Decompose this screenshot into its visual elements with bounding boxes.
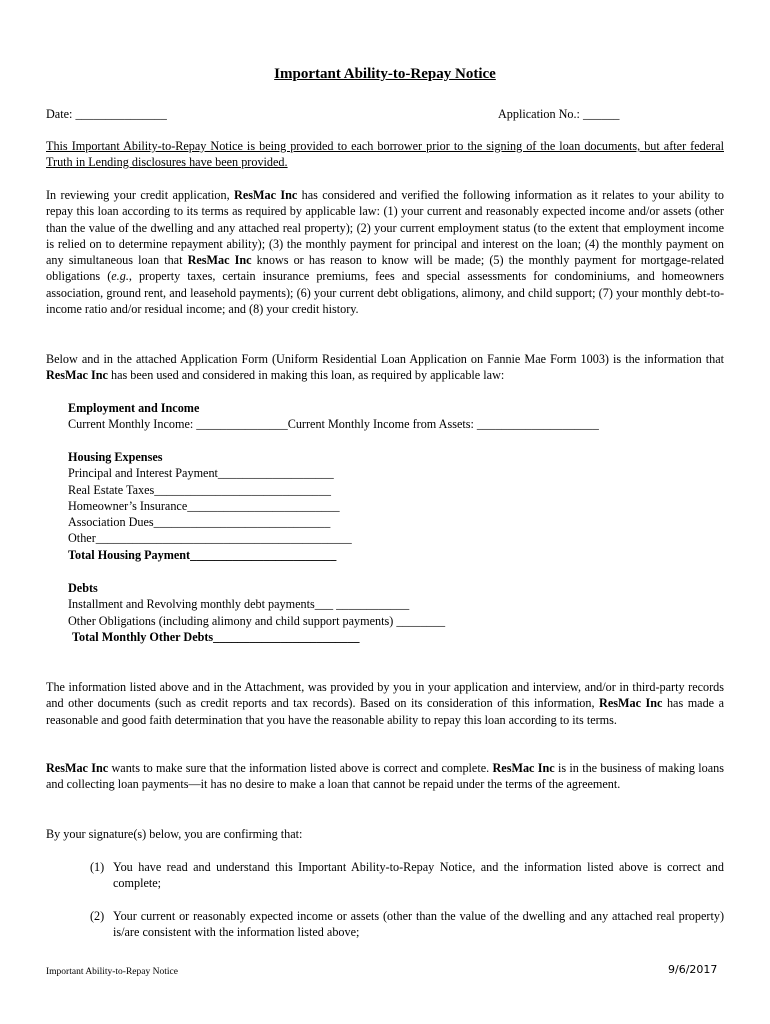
intro-paragraph: This Important Ability-to-Repay Notice is being provided to each borrower prior to the signing of the loan documents, but after federal Truth in Lending disclosures have been provided. bbox=[46, 139, 724, 170]
employment-heading: Employment and Income bbox=[68, 401, 200, 415]
footer-title: Important Ability-to-Repay Notice bbox=[46, 967, 178, 977]
below-text-a: Below and in the attached Application Form (Uniform Residential Loan Application on Fannie Mae Form 1003) is the information that bbox=[46, 352, 724, 366]
employment-section bbox=[68, 400, 708, 433]
list-text: Your current or reasonably expected income or assets (other than the value of the dwelling and any attached real property) is/are consistent with the information listed above; bbox=[113, 909, 724, 940]
lender-name: ResMac Inc bbox=[46, 368, 108, 383]
correctness-text-a: wants to make sure that the information listed above is correct and complete. bbox=[108, 761, 493, 775]
lender-name: ResMac Inc bbox=[599, 696, 663, 711]
correctness-text-b: is in the business of making loans and collecting loan payments—it has no desire to make a loan that cannot be repaid under the terms of the agreement. bbox=[46, 761, 725, 792]
application-number-field: Application No.: ______ bbox=[498, 107, 620, 121]
housing-heading: Housing Expenses bbox=[68, 450, 163, 464]
debts-section bbox=[68, 580, 708, 645]
list-number: (1) bbox=[90, 860, 105, 874]
other-housing-line: Other__________________________________________ bbox=[68, 531, 352, 546]
lender-name: ResMac Inc bbox=[234, 188, 298, 202]
review-paragraph bbox=[46, 187, 724, 317]
lender-name: ResMac Inc bbox=[187, 253, 252, 268]
review-text-b: has considered and verified the following information as it relates to your ability to repay this loan according to its terms as required by applicable law: (1) your current and reasonably expected income and/or assets (other than the value of the dwelling and any attached real property); (2) your current employment status (to the extent that employment income is relied on to determine repayment ability); (3) the monthly payment for principal and interest on the loan; (4) the monthly payment on any simultaneous loan that bbox=[46, 188, 724, 268]
principal-interest-line: Principal and Interest Payment___________________ bbox=[68, 466, 334, 481]
total-debts-line: Total Monthly Other Debts________________________ bbox=[72, 629, 360, 644]
signature-intro: By your signature(s) below, you are confirming that: bbox=[46, 827, 303, 841]
list-number: (2) bbox=[90, 909, 105, 923]
real-estate-taxes-line: Real Estate Taxes_____________________________ bbox=[68, 482, 331, 497]
below-text-b: has been used and considered in making this loan, as required by applicable law: bbox=[107, 368, 505, 383]
housing-section bbox=[68, 449, 708, 563]
lender-name: ResMac Inc bbox=[492, 761, 555, 775]
monthly-income-line: Current Monthly Income: _______________Current Monthly Income from Assets: ____________________ bbox=[68, 417, 599, 432]
correctness-paragraph bbox=[46, 760, 724, 793]
date-field: Date: _______________ bbox=[46, 107, 167, 121]
homeowners-insurance-line: Homeowner’s Insurance_________________________ bbox=[68, 498, 340, 513]
installment-debt-line: Installment and Revolving monthly debt payments___ ____________ bbox=[68, 597, 410, 612]
association-dues-line: Association Dues_____________________________ bbox=[68, 515, 331, 530]
total-housing-line: Total Housing Payment________________________ bbox=[68, 547, 337, 562]
page-title: Important Ability-to-Repay Notice bbox=[274, 66, 496, 82]
other-obligations-line: Other Obligations (including alimony and child support payments) ________ bbox=[68, 613, 446, 628]
information-paragraph bbox=[46, 679, 724, 728]
below-paragraph bbox=[46, 351, 724, 384]
debts-heading: Debts bbox=[68, 581, 98, 595]
review-text-a: In reviewing your credit application, bbox=[46, 188, 235, 202]
list-text: You have read and understand this Important Ability-to-Repay Notice, and the information listed above is correct and complete; bbox=[113, 860, 724, 891]
footer-date: 9/6/2017 bbox=[668, 963, 718, 976]
review-text-c: knows or has reason to know will be made; (5) the monthly payment for mortgage-related obligations ( bbox=[46, 253, 724, 284]
lender-name: ResMac Inc bbox=[46, 761, 109, 775]
review-text-d: , property taxes, certain insurance premiums, fees and special assessments for condominiums, and homeowners association, ground rent, and leasehold payments); (6) your current debt obligations, alimony, and child support; (7) your monthly debt-to-income ratio and/or residual income; and (8) your credit history. bbox=[46, 269, 724, 317]
information-text-a: The information listed above and in the Attachment, was provided by you in your application and interview, and/or in third-party records and other documents (such as credit reports and tax records). Based on its consideration of this information, bbox=[46, 680, 724, 711]
information-text-b: has made a reasonable and good faith determination that you have the reasonable ability to repay this loan according to its terms. bbox=[46, 696, 725, 727]
eg-text: e.g. bbox=[111, 269, 129, 284]
